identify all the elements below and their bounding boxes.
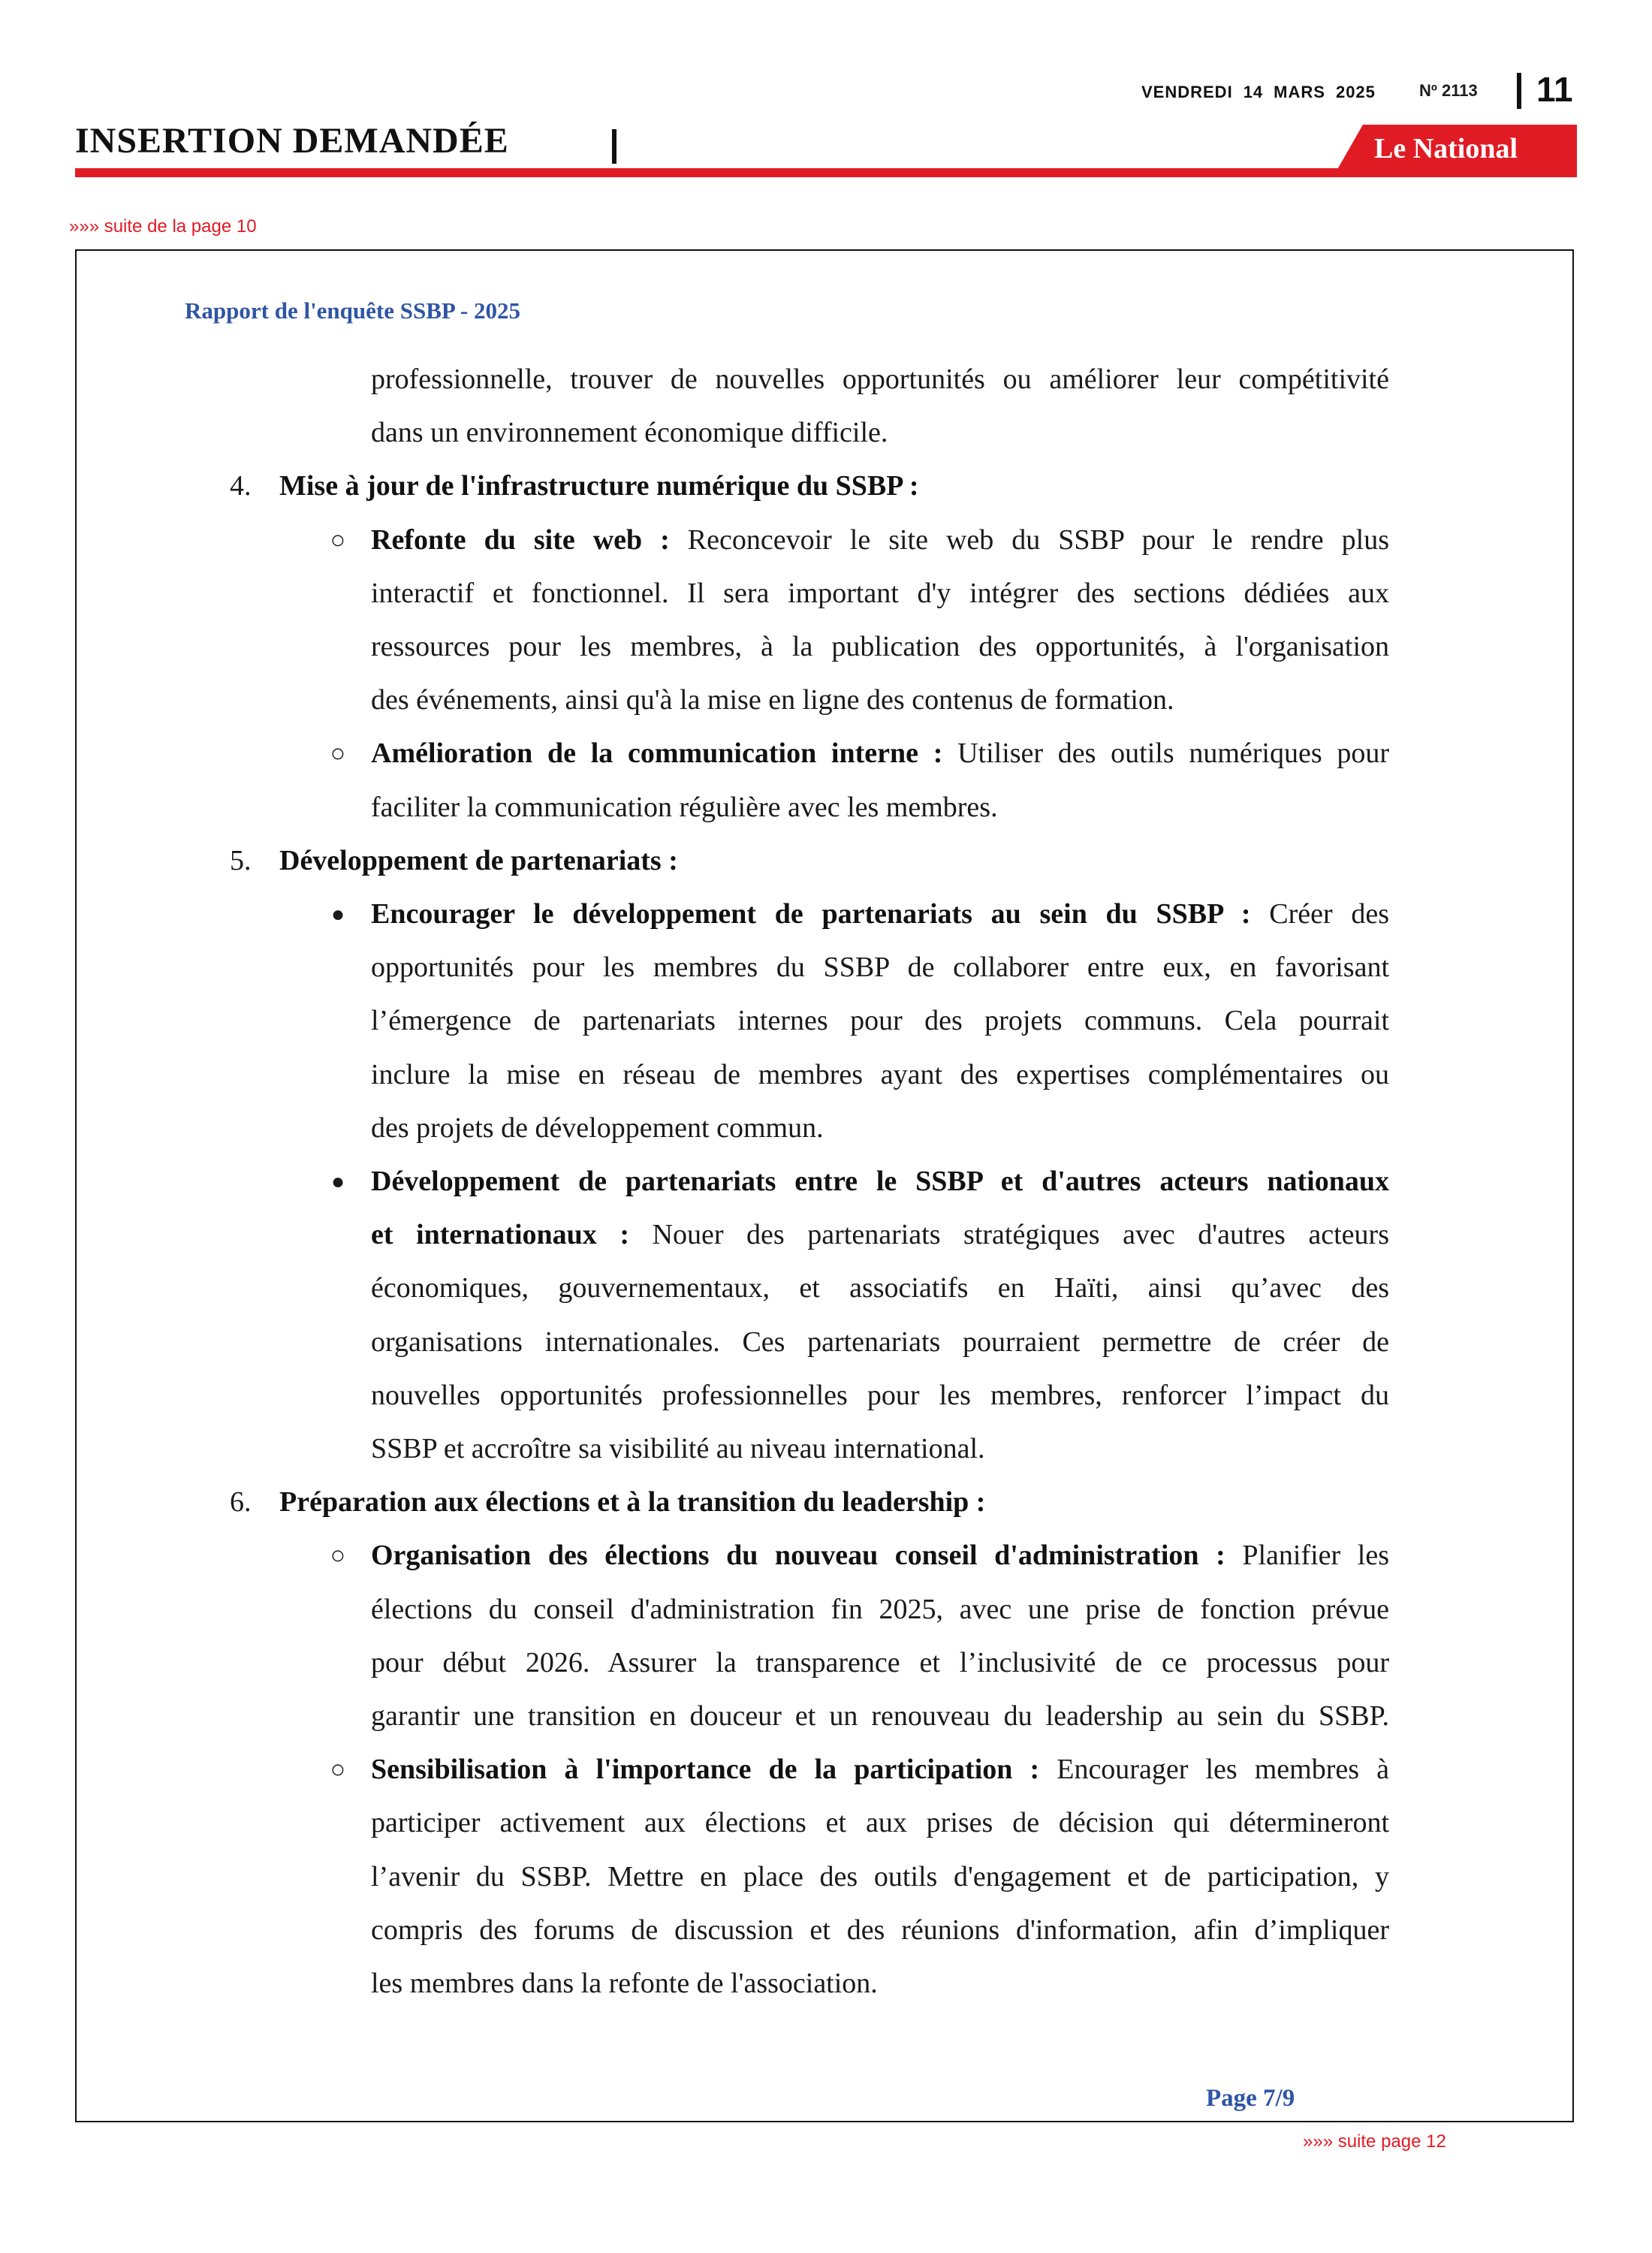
newspaper-brand: Le National — [1374, 133, 1518, 164]
text-line — [371, 406, 888, 460]
line-text: l’émergence de partenariats internes pour des projets communs. Cela pourrait — [371, 1005, 1389, 1037]
text-line — [371, 1369, 1389, 1422]
list-number: 5. — [230, 844, 252, 876]
issue-number: Nº 2113 — [1419, 81, 1478, 100]
line-text: professionnelle, trouver de nouvelles opportunités ou améliorer leur compétitivité — [371, 363, 1389, 395]
text-line — [371, 1262, 1389, 1315]
bold-lead: Développement de partenariats entre le SSBP et d'autres acteurs nationaux — [371, 1166, 1389, 1197]
issue-date — [1141, 83, 1386, 102]
text-line — [371, 1048, 1389, 1102]
bullet-hollow-icon: ○ — [330, 1756, 346, 1784]
report-page-footer: Page 7/9 — [1206, 2085, 1295, 2112]
bold-lead: Organisation des élections du nouveau conseil d'administration : — [371, 1540, 1225, 1572]
bullet-line — [371, 727, 1389, 780]
date-month: MARS — [1274, 83, 1325, 101]
line-text: Planifier les — [1225, 1540, 1389, 1572]
line-text: nouvelles opportunités professionnelles pour les membres, renforcer l’impact du — [371, 1379, 1389, 1411]
line-text: compris des forums de discussion et des réunions d'information, afin d’impliquer — [371, 1914, 1389, 1946]
page-number: 11 — [1536, 70, 1573, 109]
line-text: pour début 2026. Assurer la transparence et l’inclusivité de ce processus pour — [371, 1646, 1389, 1678]
text-line — [371, 941, 1389, 994]
bold-lead: Encourager le développement de partenariats au sein du SSBP : — [371, 898, 1251, 930]
line-text: organisations internationales. Ces partenariats pourraient permettre de créer de — [371, 1326, 1389, 1358]
text-line — [371, 1422, 985, 1476]
section-divider — [612, 129, 616, 164]
list-heading-text: Mise à jour de l'infrastructure numérique du SSBP : — [279, 470, 919, 502]
report-title: Rapport de l'enquête SSBP - 2025 — [185, 297, 520, 324]
date-day: 14 — [1243, 83, 1264, 101]
line-text: les membres dans la refonte de l'association. — [371, 1968, 878, 1999]
section-title: INSERTION DEMANDÉE — [75, 121, 509, 161]
line-text: inclure la mise en réseau de membres ayant des expertises complémentaires ou — [371, 1058, 1389, 1090]
line-text: dans un environnement économique difficile. — [371, 417, 888, 449]
date-year: 2025 — [1335, 83, 1376, 101]
bold-lead: Sensibilisation à l'importance de la participation : — [371, 1754, 1040, 1786]
text-line — [371, 1796, 1389, 1850]
line-text: faciliter la communication régulière avec les membres. — [371, 791, 998, 823]
text-line — [371, 1316, 1389, 1369]
list-heading — [279, 834, 678, 888]
line-text: Encourager les membres à — [1039, 1754, 1389, 1786]
line-text: Reconcevoir le site web du SSBP pour le rendre plus — [669, 523, 1389, 556]
bullet-line — [371, 1529, 1389, 1582]
bullet-hollow-icon: ○ — [330, 1542, 346, 1570]
bullet-line — [371, 514, 1389, 567]
line-text: SSBP et accroître sa visibilité au niveau international. — [371, 1433, 985, 1464]
text-line — [371, 1102, 824, 1155]
bullet-line — [371, 888, 1389, 941]
line-text: ressources pour les membres, à la publication des opportunités, à l'organisation — [371, 631, 1389, 662]
text-line — [371, 1583, 1389, 1636]
text-line — [371, 1636, 1389, 1690]
bold-lead: et internationaux : — [371, 1219, 629, 1251]
bold-lead: Amélioration de la communication interne : — [371, 737, 943, 770]
bullet-hollow-icon: ○ — [330, 526, 346, 554]
line-text: Nouer des partenariats stratégiques avec d'autres acteurs — [629, 1219, 1389, 1251]
text-line — [371, 674, 1174, 727]
line-text: Utiliser des outils numériques pour — [942, 737, 1389, 770]
bullet-line — [371, 1155, 1389, 1208]
line-text: l’avenir du SSBP. Mettre en place des outils d'engagement et de participation, y — [371, 1860, 1389, 1893]
header-divider — [1517, 73, 1521, 109]
text-line — [371, 1904, 1389, 1957]
text-line — [371, 781, 998, 834]
list-heading-text: Développement de partenariats : — [279, 844, 678, 876]
line-text: garantir une transition en douceur et un renouveau du leadership au sein du SSBP. — [371, 1700, 1389, 1732]
text-line — [371, 620, 1389, 674]
list-heading — [279, 460, 919, 513]
bold-lead: Refonte du site web : — [371, 523, 670, 556]
line-text: des événements, ainsi qu'à la mise en ligne des contenus de formation. — [371, 684, 1174, 716]
line-text: Créer des — [1250, 898, 1389, 930]
bullet-line — [371, 1743, 1389, 1796]
line-text: élections du conseil d'administration fin 2025, avec une prise de fonction prévue — [371, 1593, 1389, 1625]
bullet-filled-icon: ● — [330, 902, 345, 927]
date-weekday: VENDREDI — [1141, 83, 1233, 101]
continued-from: »»» suite de la page 10 — [69, 216, 257, 237]
list-heading — [279, 1476, 985, 1529]
text-line — [371, 567, 1389, 620]
text-line — [371, 1208, 1389, 1262]
line-text: participer activement aux élections et aux prises de décision qui détermineront — [371, 1807, 1389, 1839]
text-line — [371, 1957, 878, 2010]
line-text: opportunités pour les membres du SSBP de collaborer entre eux, en favorisant — [371, 952, 1389, 984]
continued-to: »»» suite page 12 — [1303, 2131, 1446, 2152]
line-text: des projets de développement commun. — [371, 1111, 824, 1144]
list-number: 4. — [230, 470, 252, 502]
text-line — [371, 353, 1389, 406]
text-line — [371, 994, 1389, 1048]
text-line — [371, 1690, 1389, 1743]
list-heading-text: Préparation aux élections et à la transition du leadership : — [279, 1486, 986, 1519]
bullet-hollow-icon: ○ — [330, 740, 346, 768]
text-line — [371, 1850, 1389, 1904]
list-number: 6. — [230, 1486, 252, 1519]
line-text: économiques, gouvernementaux, et associatifs en Haïti, ainsi qu’avec des — [371, 1272, 1389, 1304]
bullet-filled-icon: ● — [330, 1169, 345, 1194]
line-text: interactif et fonctionnel. Il sera important d'y intégrer des sections dédiées aux — [371, 577, 1389, 609]
